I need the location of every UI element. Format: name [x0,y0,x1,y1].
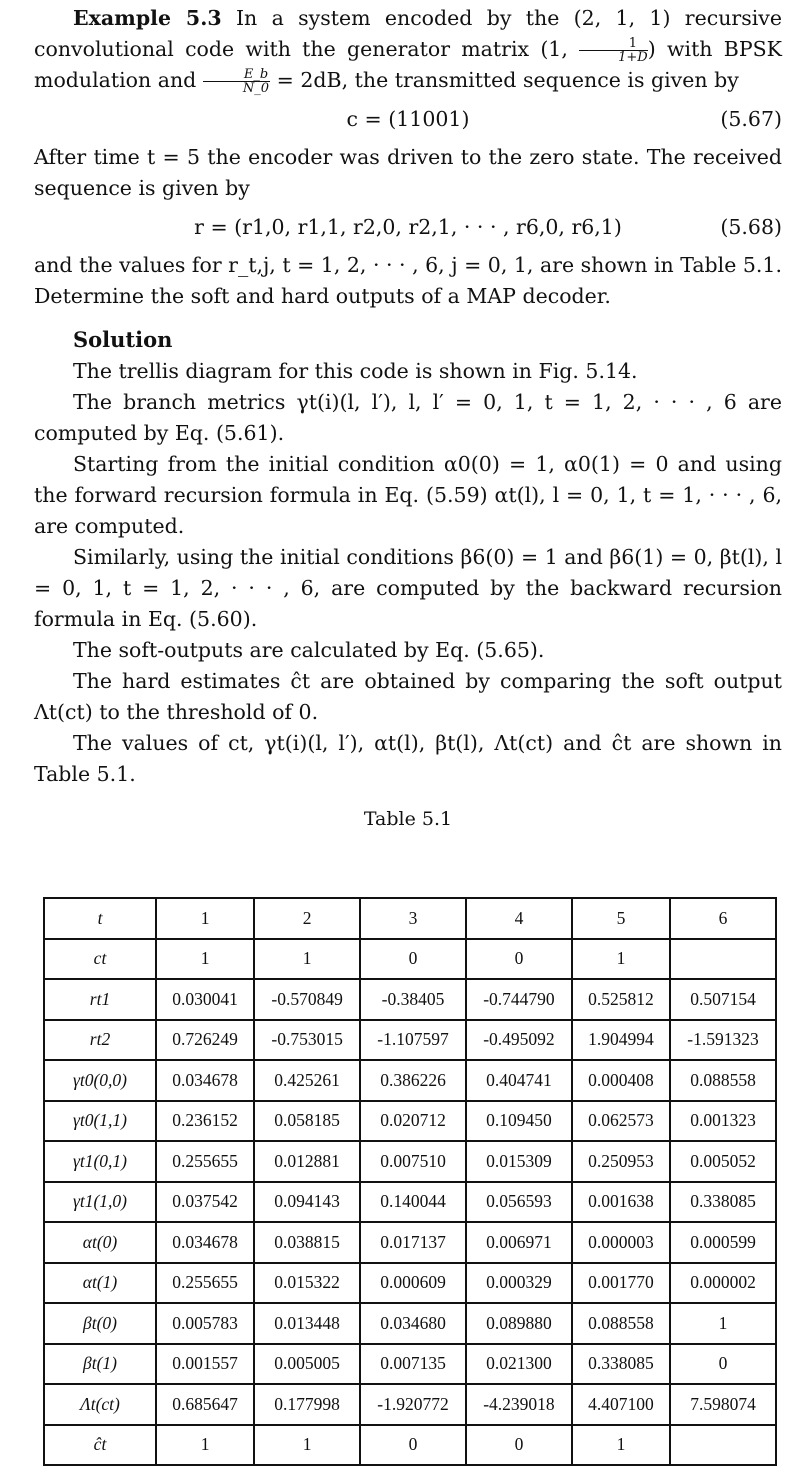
table-cell: 0.038815 [254,1222,360,1263]
row-label: Λt(ct) [44,1384,156,1425]
table-cell: 0.177998 [254,1384,360,1425]
table-cell: -4.239018 [466,1384,572,1425]
ebno-denominator: N_0 [242,81,270,96]
row-label: γt0(1,1) [44,1101,156,1142]
table-cell: 7.598074 [670,1384,776,1425]
table-cell: 0.005783 [156,1303,254,1344]
table-row [44,1182,776,1223]
table-cell: 0.001557 [156,1344,254,1385]
table-cell: 0 [360,939,466,980]
table-cell: 0.250953 [572,1141,670,1182]
solution-p4: Similarly, using the initial conditions β6(0) = 1 and β6(1) = 0, βt(l), l = 0, 1, t = 1, 2, · · · , 6, are computed by the backward recursion formula in Eq. (5.60). [34,545,782,631]
table-cell: -0.744790 [466,979,572,1020]
row-label: ĉt [44,1425,156,1466]
table-cell: 0.001770 [572,1263,670,1304]
table-cell: 1 [670,1303,776,1344]
after-paragraph: After time t = 5 the encoder was driven to the zero state. The received sequence is given by [34,145,782,200]
table-cell: 0.034680 [360,1303,466,1344]
table-cell: 0.007510 [360,1141,466,1182]
row-label: γt0(0,0) [44,1060,156,1101]
generator-matrix-open: (1, [540,37,568,61]
table-cell: 0.037542 [156,1182,254,1223]
table-cell: 0 [466,1425,572,1466]
table-row [44,1060,776,1101]
table-row [44,1141,776,1182]
table-cell: 0.088558 [572,1303,670,1344]
table-cell: 0.338085 [572,1344,670,1385]
table-cell: 0 [360,1425,466,1466]
equation-5-68 [34,204,782,250]
results-table [43,897,777,1466]
equation-number: (5.68) [720,215,782,239]
row-label: γt1(1,0) [44,1182,156,1223]
row-label: t [44,898,156,939]
equation-body: c = (11001) [346,107,470,131]
table-cell: -0.38405 [360,979,466,1020]
table-cell: 0.030041 [156,979,254,1020]
table-cell: 0.001323 [670,1101,776,1142]
table-cell: 1 [156,898,254,939]
table-row [44,1263,776,1304]
table-cell: 0.001638 [572,1182,670,1223]
table-cell: 0.012881 [254,1141,360,1182]
table-cell: 0.338085 [670,1182,776,1223]
ebno-numerator: E_b [203,68,270,82]
generator-fraction [579,37,648,64]
table-cell [670,1425,776,1466]
table-cell: 1 [156,1425,254,1466]
table-cell: 0.000002 [670,1263,776,1304]
row-label: rt2 [44,1020,156,1061]
table-cell: 0.007135 [360,1344,466,1385]
table-cell: 0.255655 [156,1141,254,1182]
table-cell: 0.058185 [254,1101,360,1142]
table-cell: 0.140044 [360,1182,466,1223]
table-cell: 0.404741 [466,1060,572,1101]
table-cell: 5 [572,898,670,939]
table-cell: 1 [156,939,254,980]
row-label: αt(0) [44,1222,156,1263]
solution-heading: Solution [73,327,173,352]
table-cell: 0.056593 [466,1182,572,1223]
table-cell: 0.109450 [466,1101,572,1142]
table-cell: 0.089880 [466,1303,572,1344]
solution-p2: The branch metrics γt(i)(l, l′), l, l′ = 0, 1, t = 1, 2, · · · , 6 are computed by Eq. (5.61). [34,390,782,445]
table-cell: -0.495092 [466,1020,572,1061]
fraction-denominator: 1+D [618,50,648,65]
table-cell: 0.236152 [156,1101,254,1142]
table-cell: 0.006971 [466,1222,572,1263]
table-cell: 0.000329 [466,1263,572,1304]
table-cell: 0.015322 [254,1263,360,1304]
table-cell: 1 [572,939,670,980]
generator-matrix-close: ) with BPSK modulation and [34,37,782,92]
table-cell: 0.726249 [156,1020,254,1061]
table-cell: 0.525812 [572,979,670,1020]
solution-p6: The hard estimates ĉt are obtained by comparing the soft output Λt(ct) to the threshold of 0. [34,669,782,724]
table-cell: 0.425261 [254,1060,360,1101]
table-cell: 0.015309 [466,1141,572,1182]
solution-p7: The values of ct, γt(i)(l, l′), αt(l), βt(l), Λt(ct) and ĉt are shown in Table 5.1. [34,731,782,786]
table-cell: 1 [254,1425,360,1466]
table-row [44,1303,776,1344]
table-row [44,1344,776,1385]
equation-number: (5.67) [720,107,782,131]
table-row [44,898,776,939]
example-intro: In a system encoded by the (2, 1, 1) recursive convolutional code with the generator matrix [34,6,782,61]
table-cell: 0 [670,1344,776,1385]
solution-p5: The soft-outputs are calculated by Eq. (5.65). [73,638,545,662]
row-label: γt1(0,1) [44,1141,156,1182]
table-row [44,1101,776,1142]
ebno-fraction [203,68,270,95]
values-paragraph: and the values for r_t,j, t = 1, 2, · · · , 6, j = 0, 1, are shown in Table 5.1. Determine the soft and hard outputs of a MAP decoder. [34,253,782,308]
row-label: βt(1) [44,1344,156,1385]
example-heading: Example 5.3 [73,6,222,30]
equation-5-67 [34,96,782,142]
table-cell: -0.570849 [254,979,360,1020]
table-cell: 0.094143 [254,1182,360,1223]
table-cell: 1 [572,1425,670,1466]
table-cell: 0.005005 [254,1344,360,1385]
table-cell: 0.034678 [156,1060,254,1101]
solution-p1: The trellis diagram for this code is shown in Fig. 5.14. [73,359,638,383]
table-cell: -0.753015 [254,1020,360,1061]
table-cell: 0.685647 [156,1384,254,1425]
table-row [44,1222,776,1263]
equation-body: r = (r1,0, r1,1, r2,0, r2,1, · · · , r6,0, r6,1) [194,215,622,239]
table-cell: 4.407100 [572,1384,670,1425]
table-cell: -1.920772 [360,1384,466,1425]
table-row [44,979,776,1020]
table-cell: 0.000599 [670,1222,776,1263]
table-cell: 2 [254,898,360,939]
table-row [44,1384,776,1425]
table-cell: 0.034678 [156,1222,254,1263]
row-label: αt(1) [44,1263,156,1304]
table-cell: 0.255655 [156,1263,254,1304]
example-paragraph [34,0,782,96]
table-cell: -1.107597 [360,1020,466,1061]
table-cell [670,939,776,980]
table-row [44,1020,776,1061]
page-body [34,0,782,849]
table-cell: 6 [670,898,776,939]
table-cell: 4 [466,898,572,939]
row-label: βt(0) [44,1303,156,1344]
table-cell: 0.088558 [670,1060,776,1101]
table-cell: 1 [254,939,360,980]
fraction-numerator: 1 [579,37,648,51]
table-cell: 0.386226 [360,1060,466,1101]
table-cell: 0.507154 [670,979,776,1020]
table-cell: 0.020712 [360,1101,466,1142]
table-cell: 1.904994 [572,1020,670,1061]
table-cell: -1.591323 [670,1020,776,1061]
table-cell: 0.000609 [360,1263,466,1304]
table-cell: 3 [360,898,466,939]
table-cell: 0 [466,939,572,980]
table-cell: 0.021300 [466,1344,572,1385]
table-row [44,939,776,980]
solution-p3: Starting from the initial condition α0(0) = 1, α0(1) = 0 and using the forward recursion formula in Eq. (5.59) αt(l), l = 0, 1, t = 1, · · · , 6, are computed. [34,452,782,538]
table-caption: Table 5.1 [363,808,453,830]
table-cell: 0.005052 [670,1141,776,1182]
table-cell: 0.000408 [572,1060,670,1101]
table-cell: 0.013448 [254,1303,360,1344]
table-cell: 0.017137 [360,1222,466,1263]
table-row [44,1425,776,1466]
ebno-value: = 2dB, the transmitted sequence is given by [276,68,739,92]
table-cell: 0.000003 [572,1222,670,1263]
row-label: rt1 [44,979,156,1020]
table-cell: 0.062573 [572,1101,670,1142]
row-label: ct [44,939,156,980]
